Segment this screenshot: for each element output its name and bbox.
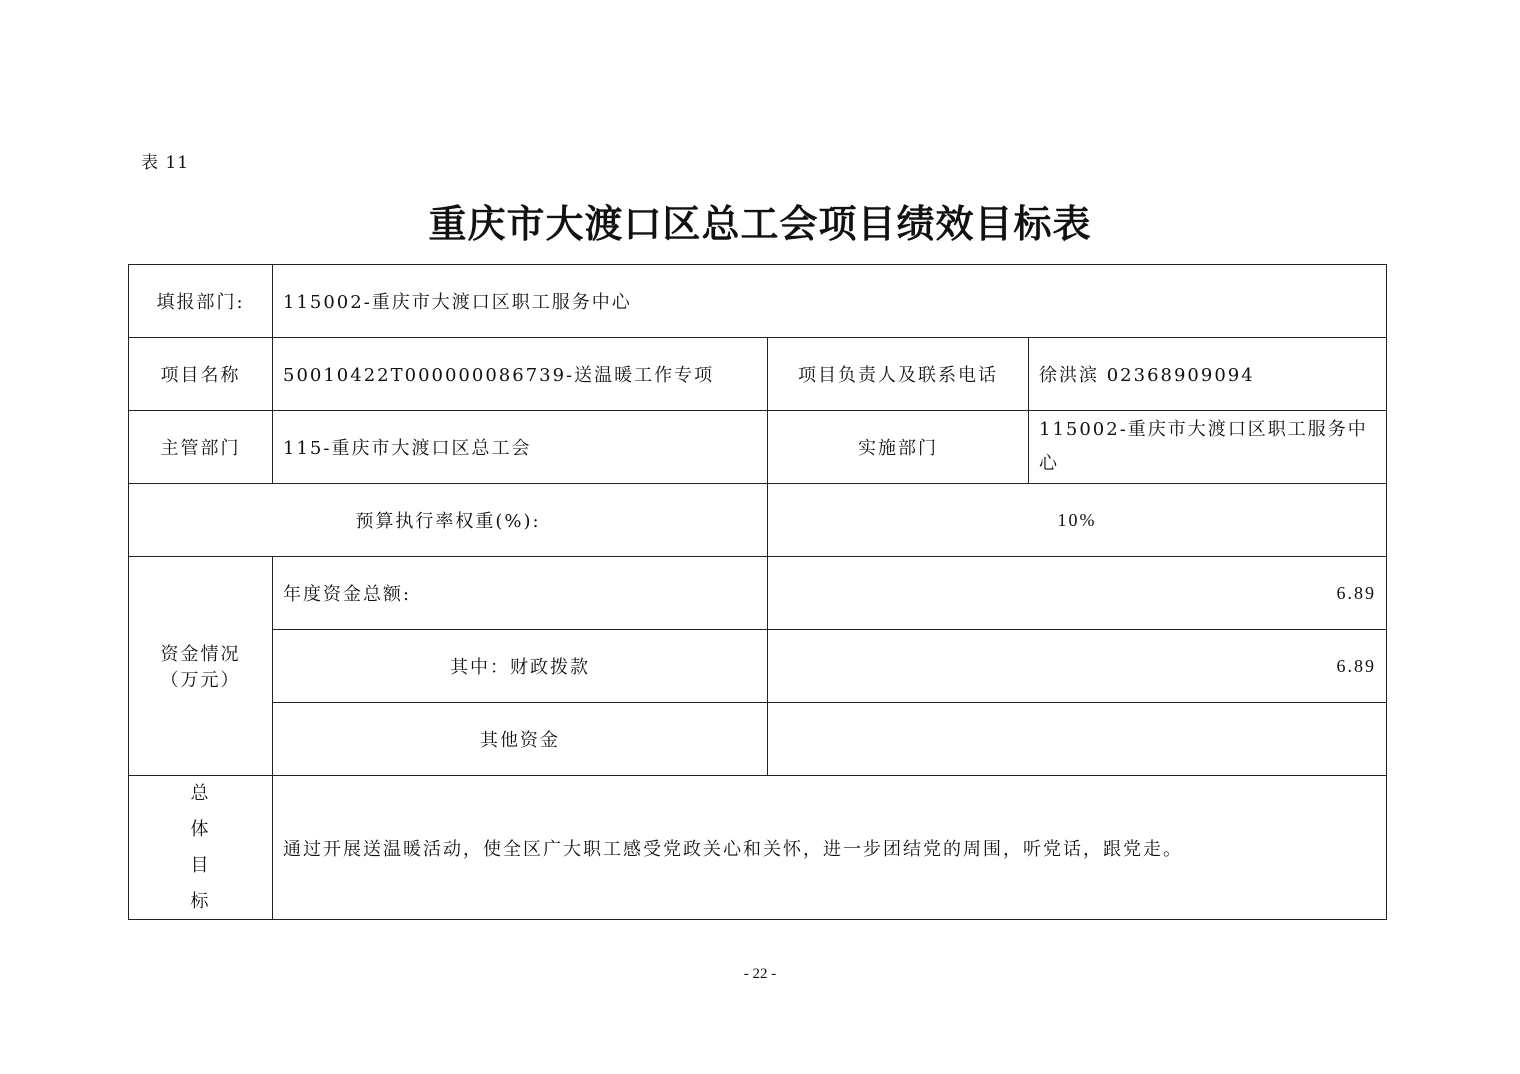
- table-row-management: [129, 411, 1387, 484]
- annual-funds-label: 年度资金总额:: [273, 557, 768, 630]
- fiscal-allocation-label: 其中：财政拨款: [273, 630, 768, 703]
- overall-goal-label-char: 标: [190, 890, 211, 912]
- department-label: 填报部门:: [129, 265, 273, 338]
- table-row-budget-weight: [129, 484, 1387, 557]
- funds-label-line1: 资金情况: [160, 644, 241, 665]
- other-funds-label: 其他资金: [273, 703, 768, 776]
- overall-goal-label: [129, 776, 273, 920]
- fiscal-allocation-value: 6.89: [768, 630, 1387, 703]
- project-name-value: 50010422T000000086739-送温暖工作专项: [273, 338, 768, 411]
- table-row-funds-fiscal: [129, 630, 1387, 703]
- other-funds-value: [768, 703, 1387, 776]
- project-contact-value: 徐洪滨 02368909094: [1029, 338, 1387, 411]
- page-number: - 22 -: [743, 966, 777, 982]
- table-row-department: [129, 265, 1387, 338]
- annual-funds-value: 6.89: [768, 557, 1387, 630]
- overall-goal-label-char: 目: [190, 854, 211, 876]
- overall-goal-value: 通过开展送温暖活动，使全区广大职工感受党政关心和关怀，进一步团结党的周围，听党话，跟党走。: [273, 776, 1387, 920]
- department-value: 115002-重庆市大渡口区职工服务中心: [273, 265, 1387, 338]
- budget-weight-value: 10%: [768, 484, 1387, 557]
- table-row-funds-other: [129, 703, 1387, 776]
- page-title: 重庆市大渡口区总工会项目绩效目标表: [428, 202, 1092, 246]
- implementing-department-label: 实施部门: [768, 411, 1029, 484]
- overall-goal-label-char: 总: [190, 782, 211, 804]
- funds-label-line2: （万元）: [160, 670, 241, 691]
- overall-goal-label-char: 体: [190, 818, 211, 840]
- project-name-label: 项目名称: [129, 338, 273, 411]
- management-department-value: 115-重庆市大渡口区总工会: [273, 411, 768, 484]
- table-number-label: 表 11: [141, 153, 190, 173]
- performance-target-table: [128, 264, 1387, 920]
- management-department-label: 主管部门: [129, 411, 273, 484]
- funds-label: [129, 557, 273, 776]
- implementing-department-value: 115002-重庆市大渡口区职工服务中心: [1029, 411, 1387, 484]
- budget-weight-label: 预算执行率权重(%):: [129, 484, 768, 557]
- table-row-funds-annual: [129, 557, 1387, 630]
- table-row-project: [129, 338, 1387, 411]
- table-row-overall-goal: [129, 776, 1387, 920]
- project-contact-label: 项目负责人及联系电话: [768, 338, 1029, 411]
